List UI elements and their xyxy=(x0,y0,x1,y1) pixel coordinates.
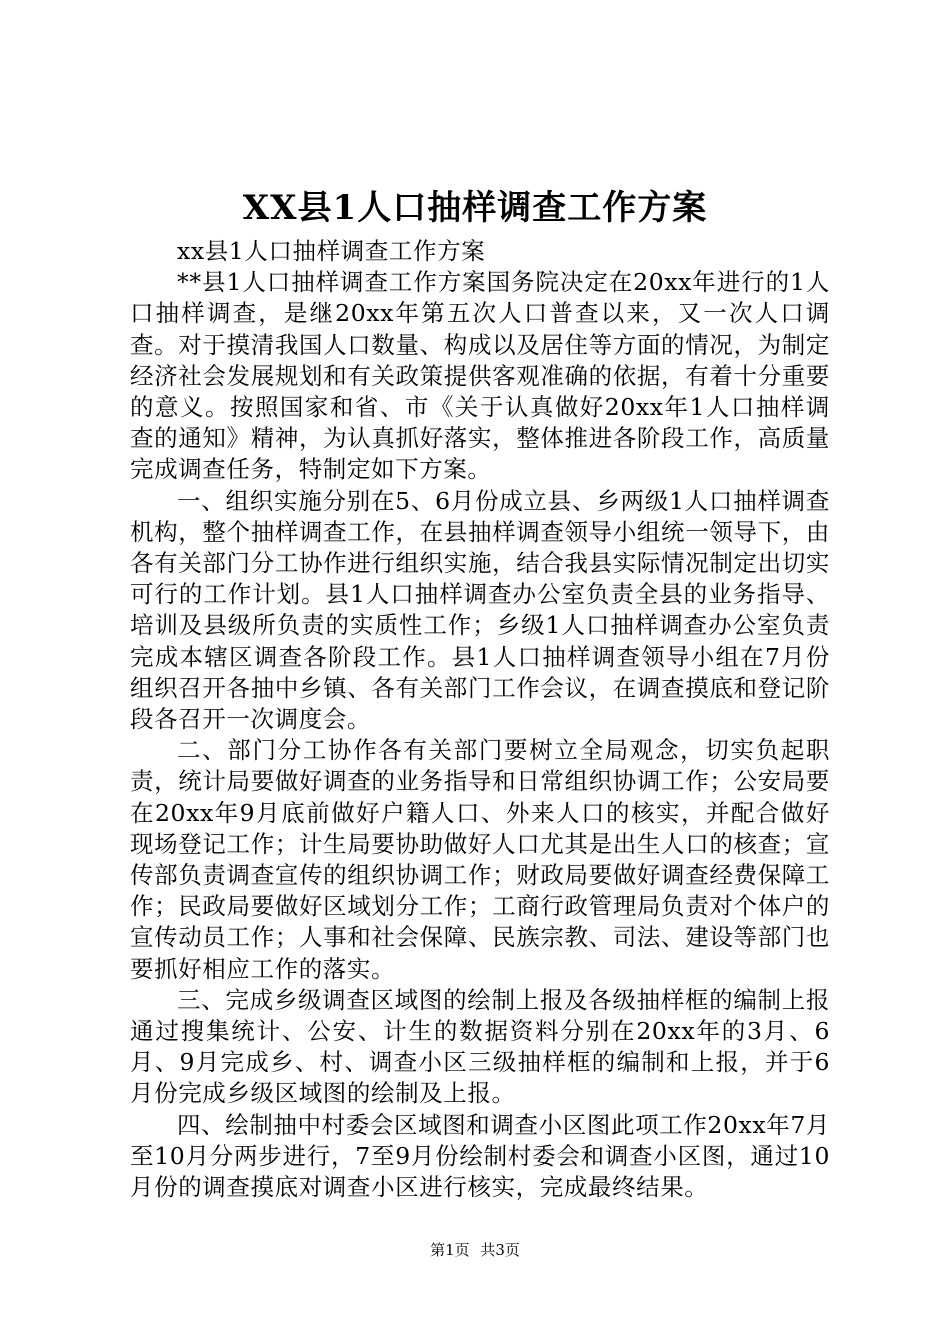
paragraph-section-1: 一、组织实施分别在5、6月份成立县、乡两级1人口抽样调查机构，整个抽样调查工作，在县抽样调查领导小组统一领导下，由各有关部门分工协作进行组织实施，结合我县实际情况制定出切实可行的工作计划。县1人口抽样调查办公室负责全县的业务指导、培训及县级所负责的实质性工作；乡级1人口抽样调查办公室负责完成本辖区调查各阶段工作。县1人口抽样调查领导小组在7月份组织召开各抽中乡镇、各有关部门工作会议，在调查摸底和登记阶段各召开一次调度会。 xyxy=(130,486,830,734)
document-body xyxy=(130,236,830,1203)
paragraph-section-2: 二、部门分工协作各有关部门要树立全局观念，切实负起职责，统计局要做好调查的业务指导和日常组织协调工作；公安局要在20xx年9月底前做好户籍人口、外来人口的核实，并配合做好现场登记工作；计生局要协助做好人口尤其是出生人口的核查；宣传部负责调查宣传的组织协调工作；财政局要做好调查经费保障工作；民政局要做好区域划分工作；工商行政管理局负责对个体户的宣传动员工作；人事和社会保障、民族宗教、司法、建设等部门也要抓好相应工作的落实。 xyxy=(130,736,830,983)
paragraph-section-4: 四、绘制抽中村委会区域图和调查小区图此项工作20xx年7月至10月分两步进行，7至9月份绘制村委会和调查小区图，通过10月份的调查摸底对调查小区进行核实，完成最终结果。 xyxy=(130,1110,830,1202)
page-number: 第1页 xyxy=(430,1241,470,1259)
page-footer xyxy=(0,1240,950,1260)
paragraph-subtitle: xx县1人口抽样调查工作方案 xyxy=(177,237,486,265)
page-total: 共3页 xyxy=(480,1241,520,1259)
document-title: XX县1人口抽样调查工作方案 xyxy=(242,188,708,228)
paragraph-intro: **县1人口抽样调查工作方案国务院决定在20xx年进行的1人口抽样调查，是继20xx年第五次人口普查以来，又一次人口调查。对于摸清我国人口数量、构成以及居住等方面的情况，为制定经济社会发展规划和有关政策提供客观准确的依据，有着十分重要的意义。按照国家和省、市《关于认真做好20xx年1人口抽样调查的通知》精神，为认真抓好落实，整体推进各阶段工作，高质量完成调查任务，特制定如下方案。 xyxy=(130,268,830,484)
paragraph-section-3: 三、完成乡级调查区域图的绘制上报及各级抽样框的编制上报通过搜集统计、公安、计生的数据资料分别在20xx年的3月、6月、9月完成乡、村、调查小区三级抽样框的编制和上报，并于6月份完成乡级区域图的绘制及上报。 xyxy=(130,985,830,1108)
